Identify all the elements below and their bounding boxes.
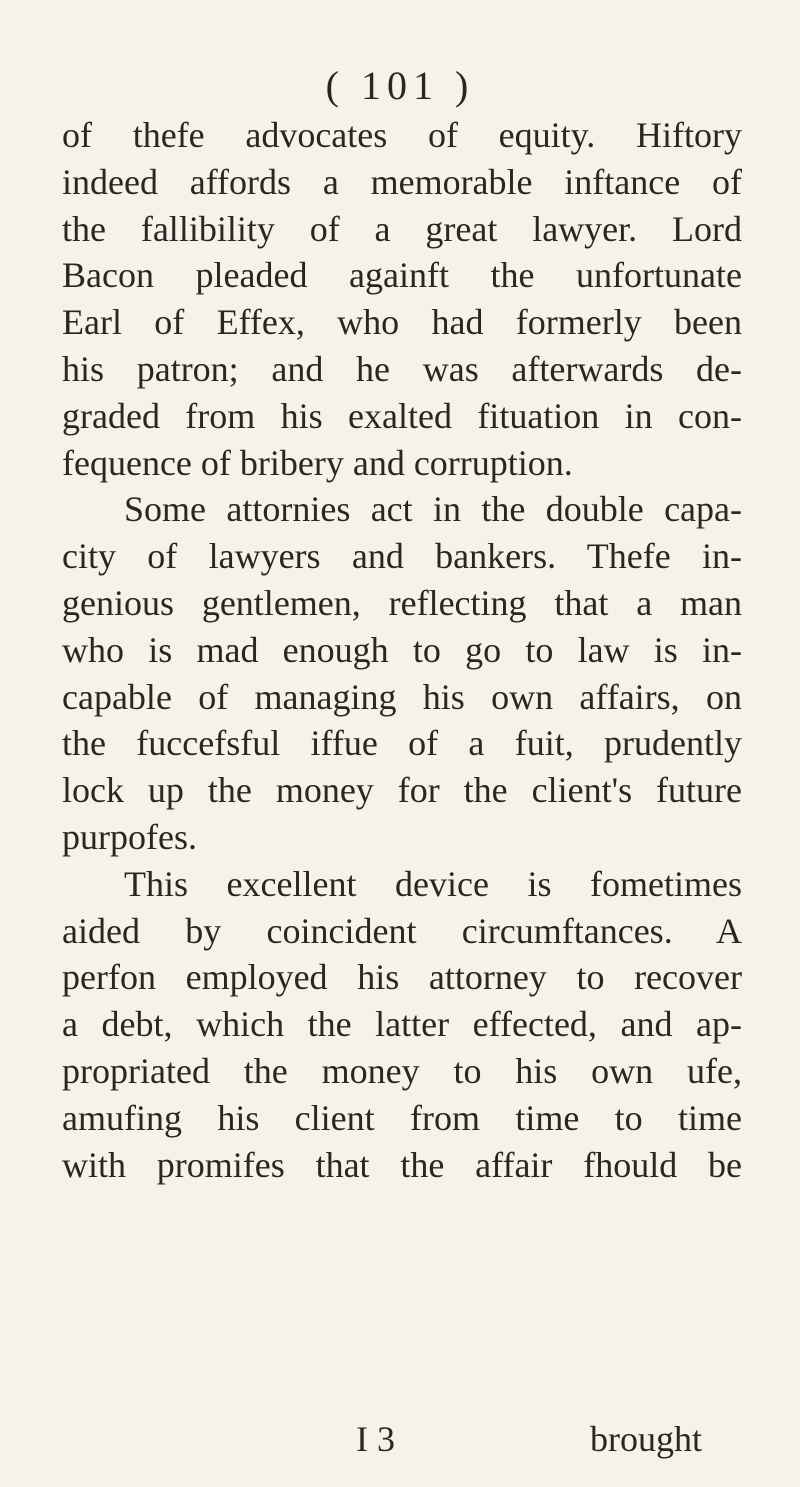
text-line: capable of managing his own affairs, on [62, 676, 742, 717]
body-text [62, 112, 742, 1188]
text-line: amufing his client from time to time [62, 1097, 742, 1138]
text-line: his patron; and he was afterwards de- [62, 348, 742, 389]
text-line: propriated the money to his own ufe, [62, 1050, 742, 1091]
text-line: perfon employed his attorney to recover [62, 957, 742, 998]
page-number-header: ( 101 ) [325, 63, 475, 108]
text-line: city of lawyers and bankers. Thefe in- [62, 536, 742, 577]
text-line: of thefe advocates of equity. Hiftory [62, 115, 742, 155]
text-line: Earl of Effex, who had formerly been [62, 302, 742, 343]
text-line: fequence of bribery and corruption. [62, 442, 573, 483]
text-line: Bacon pleaded againft the unfortunate [62, 255, 742, 296]
text-line: aided by coincident circumftances. A [62, 910, 742, 951]
text-line: a debt, which the latter effected, and ap- [62, 1004, 742, 1045]
text-line: the fallibility of a great lawyer. Lord [62, 208, 742, 249]
text-line: Some attornies act in the double capa- [124, 489, 742, 530]
text-line: purpofes. [62, 816, 197, 857]
text-line: graded from his exalted fituation in con- [62, 395, 742, 436]
catchword: brought [590, 1419, 702, 1459]
text-line: This excellent device is fometimes [124, 863, 742, 904]
text-line: lock up the money for the client's future [62, 770, 742, 811]
text-line: who is mad enough to go to law is in- [62, 629, 742, 670]
text-line: the fuccefsful iffue of a fuit, prudently [62, 723, 742, 764]
page-footer [0, 1416, 800, 1464]
signature-mark: I 3 [356, 1419, 395, 1459]
text-line: indeed affords a memorable inftance of [62, 161, 742, 202]
text-line: genious gentlemen, reflecting that a man [62, 582, 742, 623]
text-line: with promifes that the affair fhould be [62, 1144, 742, 1185]
